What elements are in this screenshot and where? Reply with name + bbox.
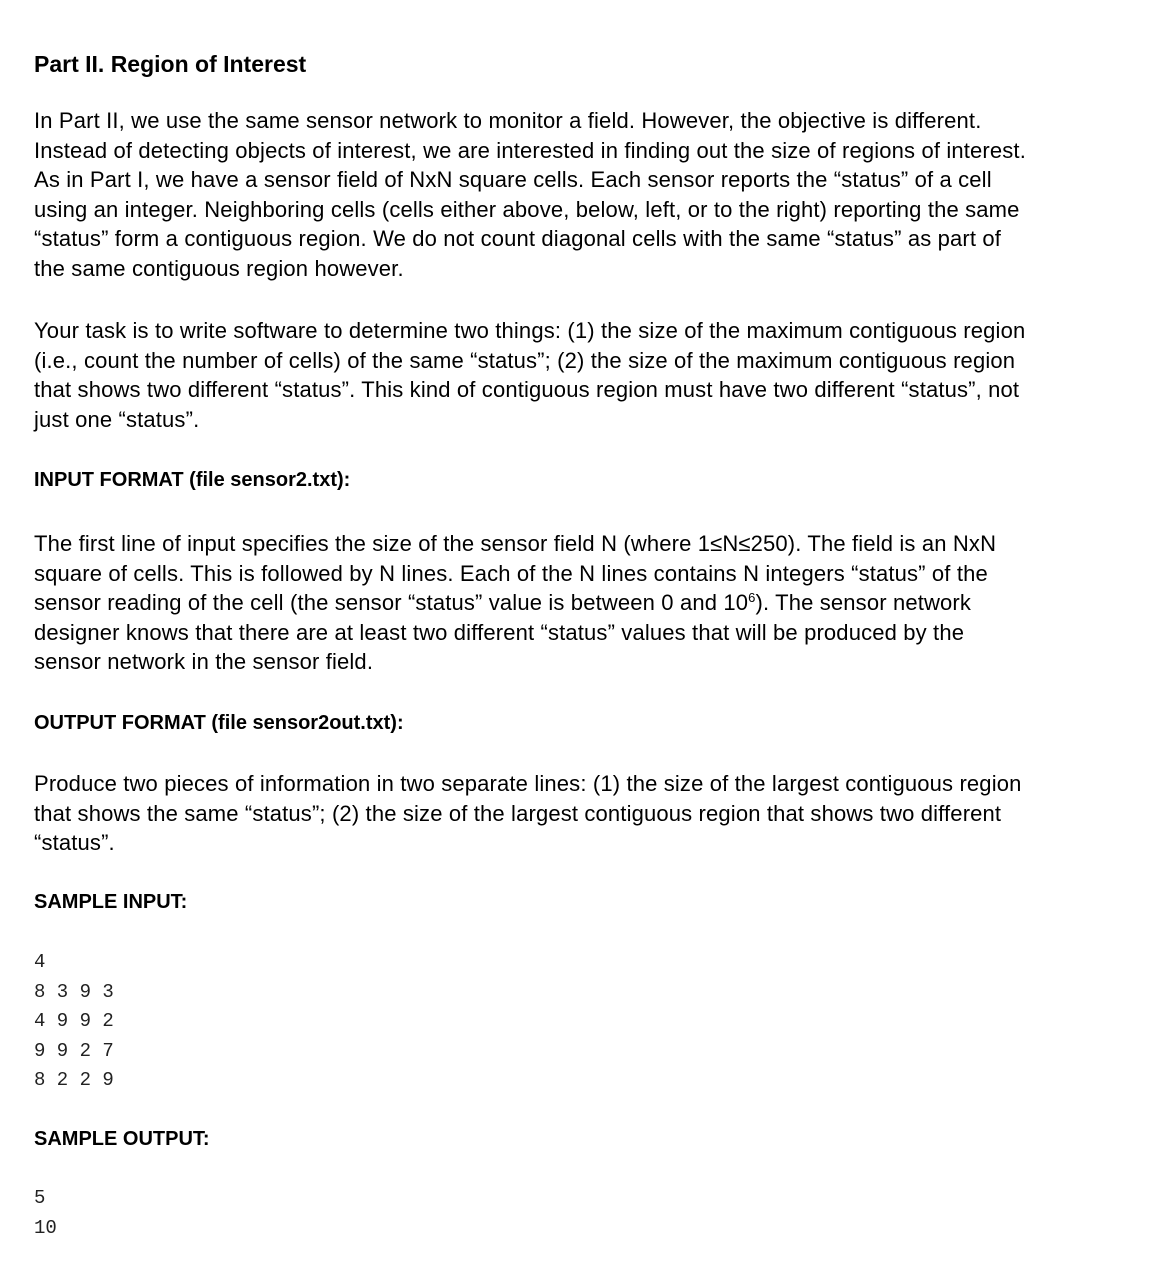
input-format-line: sensor network in the sensor field. xyxy=(34,649,374,675)
input-format-line: The first line of input specifies the size of the sensor field N (where 1≤N≤250). The field is an NxN xyxy=(34,531,997,556)
output-format-line: that shows the same “status”; (2) the size of the largest contiguous region that shows two different xyxy=(34,800,1002,826)
sample-output-line: 10 xyxy=(34,1216,57,1239)
sample-output-line: 5 xyxy=(34,1187,46,1209)
exponent: 6 xyxy=(748,590,756,606)
task-line: Your task is to write software to determine two things: (1) the size of the maximum contiguous region xyxy=(34,318,1026,343)
output-format-heading: OUTPUT FORMAT (file sensor2out.txt): xyxy=(34,712,404,734)
task-paragraph xyxy=(34,316,1025,434)
task-line: just one “status”. xyxy=(34,406,200,432)
output-format-paragraph xyxy=(34,769,1022,858)
input-format-line: square of cells. This is followed by N lines. Each of the N lines contains N integers “status” of the xyxy=(34,560,988,586)
output-format-line: “status”. xyxy=(34,830,115,856)
intro-line: As in Part I, we have a sensor field of NxN square cells. Each sensor reports the “status” of a cell xyxy=(34,167,992,193)
intro-line: the same contiguous region however. xyxy=(34,255,404,281)
input-format-paragraph xyxy=(34,529,996,677)
intro-line: “status” form a contiguous region. We do not count diagonal cells with the same “status” as part of xyxy=(34,226,1002,252)
task-line: that shows two different “status”. This kind of contiguous region must have two different “status”, not xyxy=(34,377,1020,403)
input-format-line xyxy=(34,588,996,618)
input-format-line: designer knows that there are at least two different “status” values that will be produced by the xyxy=(34,619,965,645)
intro-line: Instead of detecting objects of interest, we are interested in finding out the size of regions of interest. xyxy=(34,137,1026,163)
input-format-heading: INPUT FORMAT (file sensor2.txt): xyxy=(34,469,351,491)
input-format-text: sensor reading of the cell (the sensor “status” value is between 0 and 10 xyxy=(34,590,749,616)
intro-line: using an integer. Neighboring cells (cells either above, below, left, or to the right) reporting the same xyxy=(34,196,1020,222)
sample-output-block xyxy=(34,1184,57,1243)
intro-line: In Part II, we use the same sensor network to monitor a field. However, the objective is different. xyxy=(34,108,982,133)
sample-input-line: 4 xyxy=(34,951,46,973)
sample-input-heading: SAMPLE INPUT: xyxy=(34,891,188,913)
task-line: (i.e., count the number of cells) of the same “status”; (2) the size of the maximum contiguous region xyxy=(34,347,1016,373)
input-format-text: ). The sensor network xyxy=(755,590,972,616)
page-title: Part II. Region of Interest xyxy=(34,51,307,77)
sample-input-line: 8 3 9 3 xyxy=(34,980,114,1003)
sample-input-line: 8 2 2 9 xyxy=(34,1069,114,1091)
intro-paragraph xyxy=(34,106,1026,284)
output-format-line: Produce two pieces of information in two separate lines: (1) the size of the largest contiguous region xyxy=(34,771,1022,796)
sample-input-line: 4 9 9 2 xyxy=(34,1010,114,1032)
sample-input-line: 9 9 2 7 xyxy=(34,1039,114,1062)
sample-output-heading: SAMPLE OUTPUT: xyxy=(34,1128,210,1150)
sample-input-block xyxy=(34,948,114,1096)
